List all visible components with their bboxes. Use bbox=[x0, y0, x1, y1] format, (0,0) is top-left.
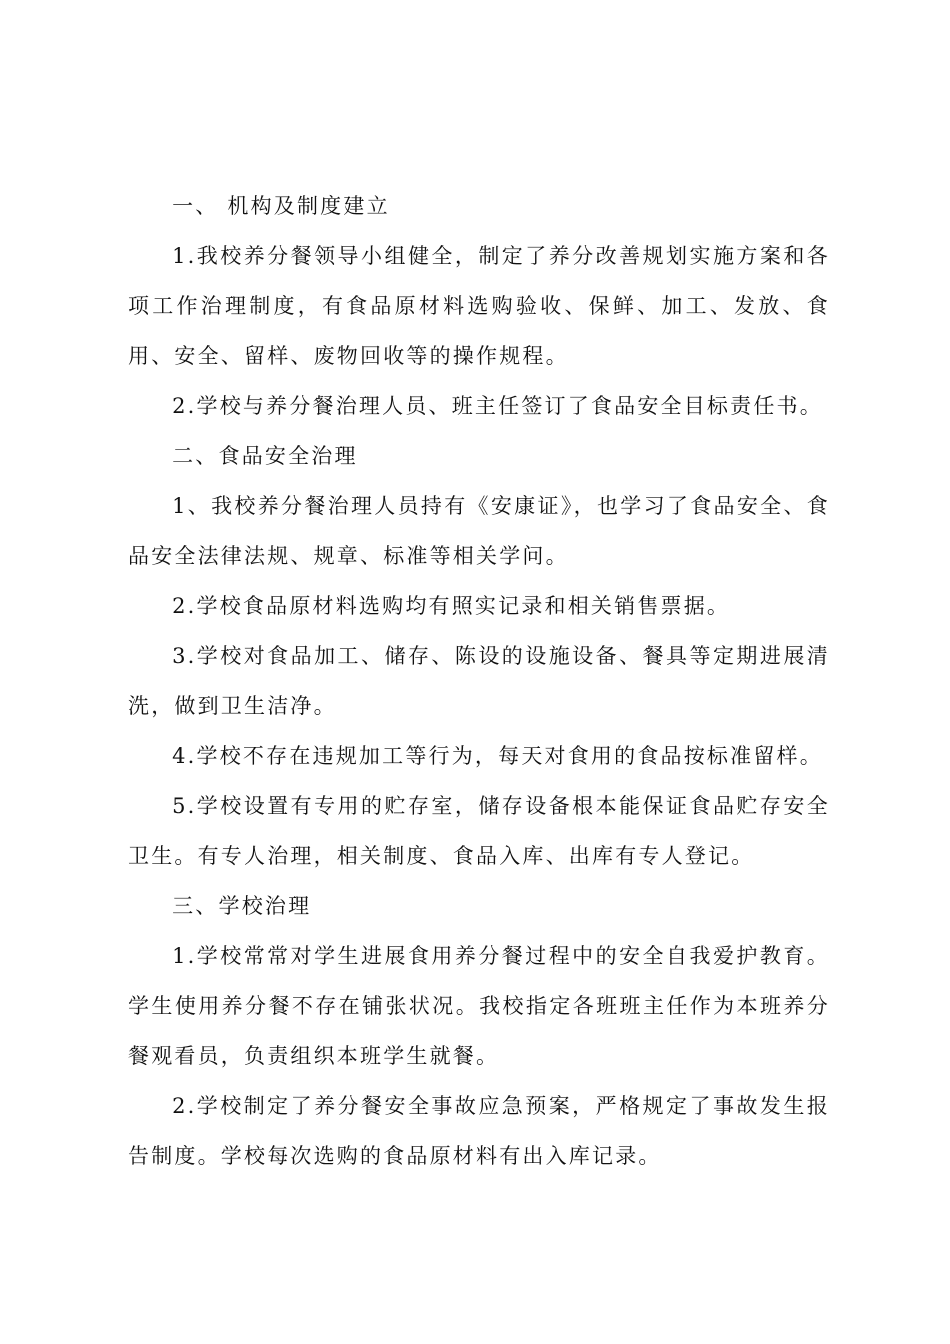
paragraph: 1、我校养分餐治理人员持有《安康证》，也学习了食品安全、食品安全法律法规、规章、标准等相关学问。 bbox=[128, 494, 830, 568]
section-heading-3: 三、学校治理 bbox=[172, 894, 312, 918]
paragraph: 2.学校食品原材料选购均有照实记录和相关销售票据。 bbox=[172, 594, 731, 618]
document-body bbox=[128, 181, 830, 1181]
paragraph: 4.学校不存在违规加工等行为，每天对食用的食品按标准留样。 bbox=[172, 744, 823, 768]
paragraph: 5.学校设置有专用的贮存室，储存设备根本能保证食品贮存安全卫生。有专人治理，相关制度、食品入库、出库有专人登记。 bbox=[128, 794, 830, 868]
paragraph: 1.我校养分餐领导小组健全，制定了养分改善规划实施方案和各项工作治理制度，有食品原材料选购验收、保鲜、加工、发放、食用、安全、留样、废物回收等的操作规程。 bbox=[128, 244, 830, 368]
paragraph: 3.学校对食品加工、储存、陈设的设施设备、餐具等定期进展清洗，做到卫生洁净。 bbox=[128, 644, 830, 718]
paragraph: 1.学校常常对学生进展食用养分餐过程中的安全自我爱护教育。学生使用养分餐不存在铺张状况。我校指定各班班主任作为本班养分餐观看员，负责组织本班学生就餐。 bbox=[128, 944, 830, 1068]
paragraph: 2.学校制定了养分餐安全事故应急预案，严格规定了事故发生报告制度。学校每次选购的食品原材料有出入库记录。 bbox=[128, 1094, 830, 1168]
section-heading-1: 一、 机构及制度建立 bbox=[172, 194, 390, 218]
paragraph: 2.学校与养分餐治理人员、班主任签订了食品安全目标责任书。 bbox=[172, 394, 823, 418]
section-heading-2: 二、食品安全治理 bbox=[172, 444, 358, 468]
